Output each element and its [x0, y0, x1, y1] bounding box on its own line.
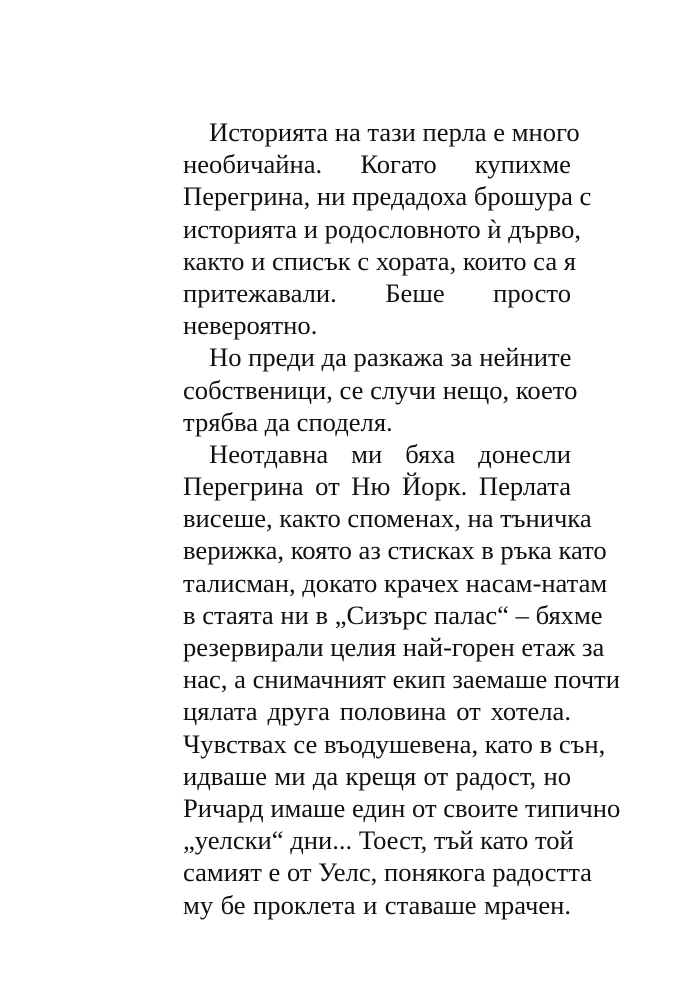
text-line: собственици, се случи нещо, което: [183, 374, 578, 405]
text-line: нас, а снимачният екип заемаше почти: [183, 664, 620, 695]
text-line: Перегрина от Ню Йорк. Перлата: [183, 471, 571, 502]
book-page: [157, 116, 621, 921]
text-line: необичайна. Когато купихме: [183, 149, 571, 180]
text-line: Историята на тази перла е много: [209, 117, 580, 147]
text-line: Но преди да разкажа за нейните: [209, 342, 572, 373]
text-line: Ричард имаше един от своите типично: [183, 792, 621, 823]
text-line: му бе проклета и ставаше мрачен.: [183, 889, 571, 920]
paragraph-2: [157, 341, 578, 438]
text-line: както и списък с хората, които са я: [183, 245, 576, 276]
text-line: Неотдавна ми бяха донесли: [209, 438, 571, 469]
paragraph-3: [157, 438, 621, 921]
text-line: самият е от Уелс, понякога радостта: [183, 857, 592, 888]
text-line: историята и родословното ѝ дърво,: [183, 213, 582, 244]
text-line: Перегрина, ни предадоха брошура с: [183, 181, 592, 212]
text-line: талисман, докато крачех насам-натам: [183, 567, 608, 598]
text-line: притежавали. Беше просто: [183, 277, 571, 308]
text-line: невероятно.: [183, 310, 318, 341]
text-line: висеше, както споменах, на тъничка: [183, 503, 592, 534]
text-line: Чувствах се въодушевена, като в сън,: [183, 728, 606, 759]
text-line: верижка, която аз стисках в ръка като: [183, 535, 607, 566]
text-line: трябва да споделя.: [183, 406, 393, 437]
text-line: „уелски“ дни... Тоест, тъй като той: [183, 825, 574, 856]
text-line: резервирали целия най-горен етаж за: [183, 632, 605, 662]
text-line: в стаята ни в „Сизърс палас“ – бяхме: [183, 599, 603, 630]
text-line: идваше ми да крещя от радост, но: [183, 760, 571, 791]
paragraph-1: [157, 116, 592, 341]
text-line: цялата друга половина от хотела.: [183, 696, 571, 727]
